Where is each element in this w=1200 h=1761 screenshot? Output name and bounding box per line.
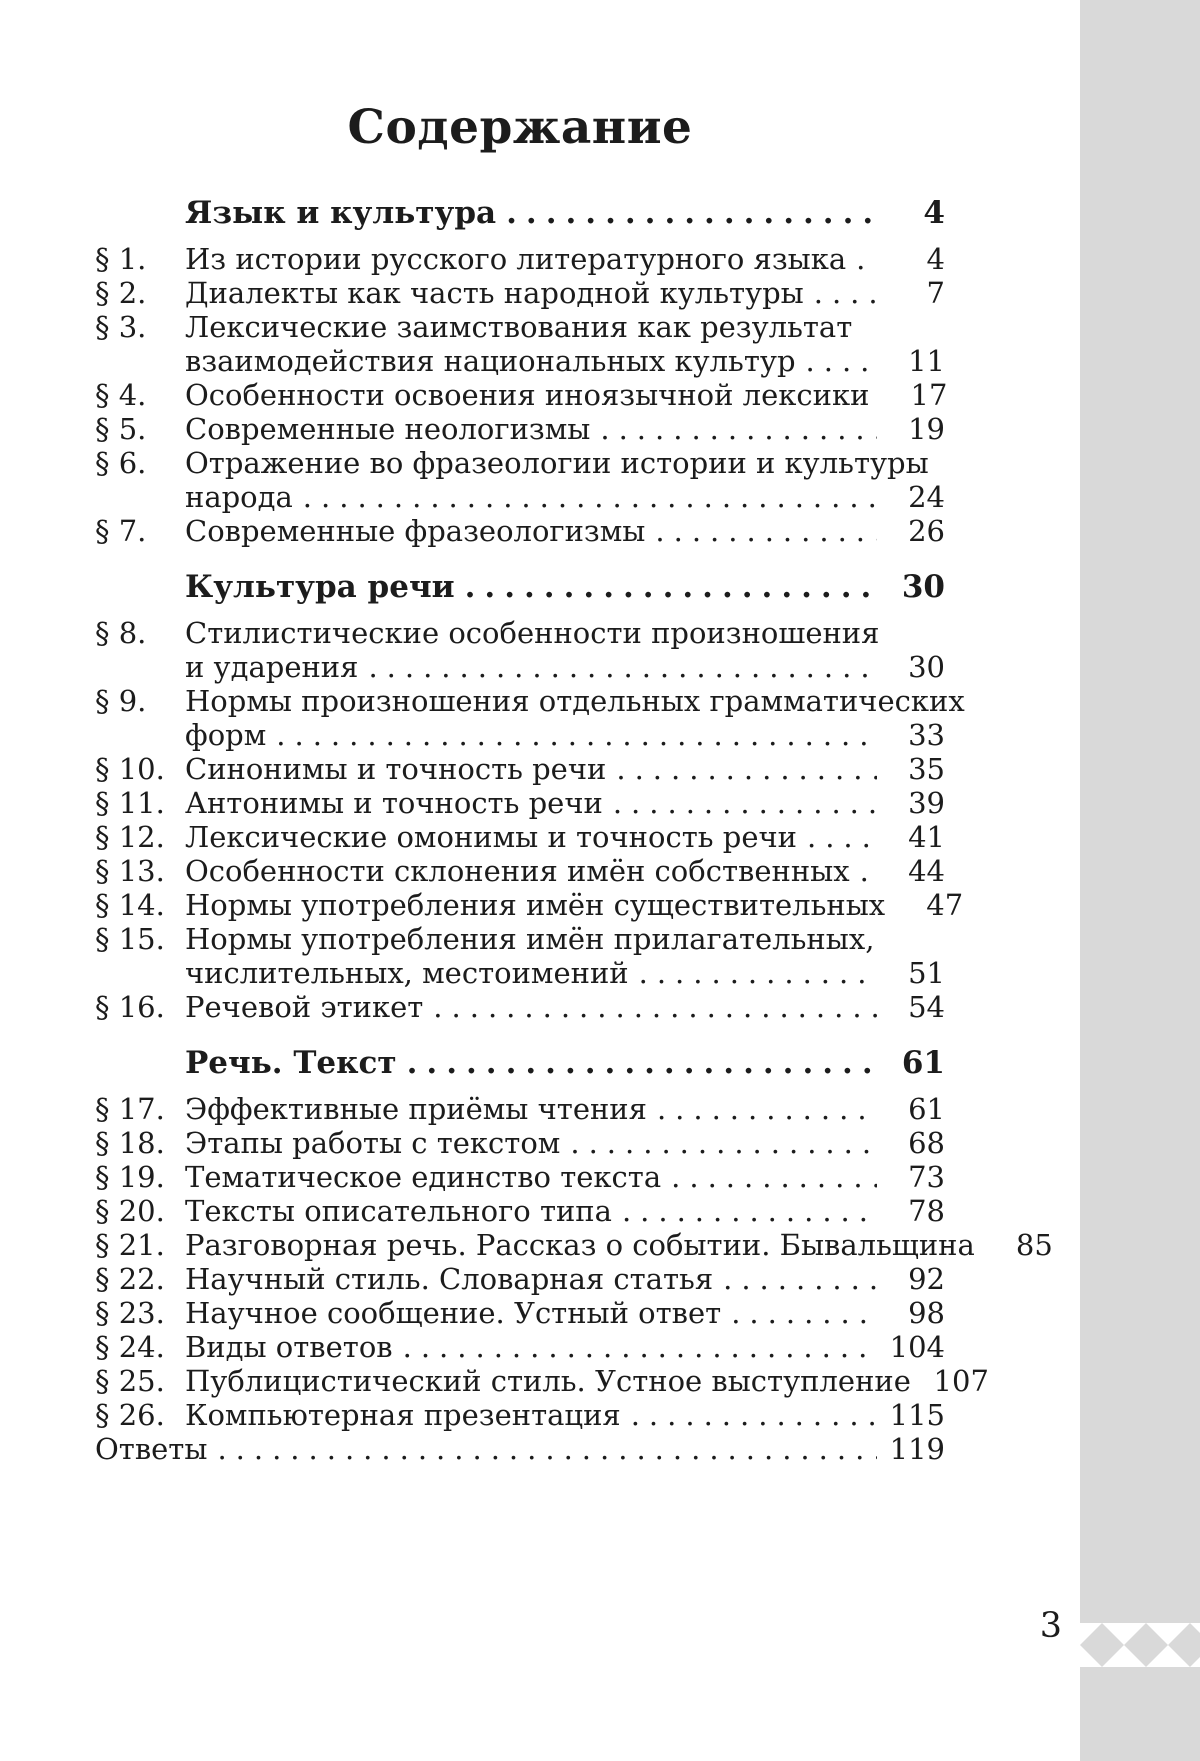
toc-entry-title: Синонимы и точность речи (185, 752, 607, 786)
toc-entry-title: Виды ответов (185, 1330, 393, 1364)
toc-entry-number: § 3. (95, 310, 147, 344)
toc-entry-page: 115 (889, 1398, 945, 1432)
toc-entry-row (95, 854, 945, 888)
toc-entry-number: § 21. (95, 1228, 165, 1262)
toc-entry-number: § 7. (95, 514, 147, 548)
toc-entry-page: 68 (908, 1126, 945, 1160)
toc-entry-page: 11 (908, 344, 945, 378)
toc-entry-number: § 16. (95, 990, 165, 1024)
toc-entry-page: 35 (908, 752, 945, 786)
toc-entry-number: § 12. (95, 820, 165, 854)
toc-entry-page: 4 (923, 195, 945, 231)
dot-leader (629, 956, 877, 990)
toc-entry-number: § 24. (95, 1330, 165, 1364)
toc-entry-title: Речь. Текст (185, 1045, 397, 1081)
toc-entry-page: 92 (908, 1262, 945, 1296)
toc-entry-page: 26 (908, 514, 945, 548)
toc-entry-number: § 23. (95, 1296, 165, 1330)
toc-section-row (95, 1046, 945, 1080)
toc-entry-title: Антонимы и точность речи (185, 786, 603, 820)
toc-entry-title: Нормы употребления имён существительных (185, 888, 886, 922)
toc-entry-page: 4 (926, 242, 945, 276)
toc-entry-number: § 15. (95, 922, 165, 956)
toc-entry-title: форм (185, 718, 267, 752)
toc-entry-page: 85 (1015, 1228, 1053, 1262)
dot-leader (869, 378, 879, 412)
toc-entry-title: Диалекты как часть народной культуры (185, 276, 804, 310)
toc-entry-row (95, 820, 945, 854)
dot-leader (846, 242, 877, 276)
toc-entry-row (95, 1330, 945, 1364)
dot-leader (612, 1194, 877, 1228)
toc-entry-page: 19 (908, 412, 945, 446)
page-number: 3 (1039, 1606, 1062, 1646)
toc-entry-title: Разговорная речь. Рассказ о событии. Бывальщина (185, 1228, 975, 1262)
toc-entry-row (95, 1364, 989, 1398)
dot-leader (975, 1228, 985, 1262)
toc-entry-row (95, 276, 945, 310)
toc-entry-title: народа (185, 480, 293, 514)
toc-entry-row (95, 344, 945, 378)
toc-entry-page: 73 (908, 1160, 945, 1194)
toc-entry-number: § 13. (95, 854, 165, 888)
toc-entry-number: § 9. (95, 684, 147, 718)
toc-entry-title: Нормы употребления имён прилагательных, (185, 922, 875, 956)
toc-entry-page: 61 (908, 1092, 945, 1126)
toc-entry-number: § 8. (95, 616, 147, 650)
toc-entry-title: Тексты описательного типа (185, 1194, 612, 1228)
toc-entry-number: § 11. (95, 786, 165, 820)
toc-entry-title: Отражение во фразеологии истории и культуры (185, 446, 929, 480)
dot-leader (207, 1432, 877, 1466)
toc-entry-number: § 6. (95, 446, 147, 480)
toc-entry-page: 107 (933, 1364, 989, 1398)
toc-entry-title: Современные неологизмы (185, 412, 591, 446)
toc-entry-title: Компьютерная презентация (185, 1398, 621, 1432)
toc-entry-row (95, 922, 945, 956)
toc-entry-row (95, 956, 945, 990)
toc-entry-title: взаимодействия национальных культур (185, 344, 796, 378)
toc-entry-row (95, 1398, 945, 1432)
toc-entry-title: Тематическое единство текста (185, 1160, 662, 1194)
toc-entry-title: Лексические заимствования как результат (185, 310, 853, 344)
toc-entry-row (95, 412, 945, 446)
toc-entry-title: Лексические омонимы и точность речи (185, 820, 797, 854)
toc-entry-title: Этапы работы с текстом (185, 1126, 561, 1160)
dot-leader (590, 412, 877, 446)
toc-entry-page: 30 (901, 569, 945, 605)
toc-entry-number: § 10. (95, 752, 165, 786)
toc-entry-page: 30 (908, 650, 945, 684)
toc-entry-number: § 1. (95, 242, 147, 276)
toc-entry-title: Эффективные приёмы чтения (185, 1092, 647, 1126)
dot-leader (603, 786, 877, 820)
diamond-pattern-svg (1080, 1623, 1200, 1667)
toc-entry-row (95, 1228, 1053, 1262)
dot-leader (621, 1398, 877, 1432)
diamond-pattern (1080, 1623, 1200, 1667)
toc-entry-page: 78 (908, 1194, 945, 1228)
dot-leader (796, 344, 877, 378)
toc-entry-row (95, 786, 945, 820)
toc-entry-title: Язык и культура (185, 195, 497, 231)
toc-entry-row (95, 1296, 945, 1330)
toc-entry-number: § 20. (95, 1194, 165, 1228)
toc-entry-page: 47 (926, 888, 964, 922)
toc-entry-number: § 14. (95, 888, 165, 922)
dot-leader (560, 1126, 877, 1160)
toc-entry-title: Научный стиль. Словарная статья (185, 1262, 714, 1296)
toc-entry-row (95, 446, 945, 480)
table-of-contents (95, 100, 1053, 1466)
dot-leader (713, 1262, 877, 1296)
toc-entry-row (95, 752, 945, 786)
dot-leader (293, 480, 877, 514)
toc-entry-row (95, 1126, 945, 1160)
dot-leader (885, 888, 895, 922)
toc-entry-title: Нормы произношения отдельных грамматических (185, 684, 965, 718)
toc-entry-page: 41 (908, 820, 945, 854)
toc-entry-page: 17 (910, 378, 948, 412)
toc-entry-page: 104 (889, 1330, 945, 1364)
toc-entry-title: Стилистические особенности произношения (185, 616, 880, 650)
toc-entry-title: Публицистический стиль. Устное выступление (185, 1364, 911, 1398)
toc-entry-title: Из истории русского литературного языка (185, 242, 847, 276)
toc-entry-number: § 4. (95, 378, 147, 412)
toc-entry-page: 51 (908, 956, 945, 990)
toc-entry-number: § 5. (95, 412, 147, 446)
toc-entry-row (95, 1160, 945, 1194)
dot-leader (423, 990, 877, 1024)
toc-entry-page: 54 (908, 990, 945, 1024)
toc-entry-title: числительных, местоимений (185, 956, 629, 990)
toc-entry-title: Научное сообщение. Устный ответ (185, 1296, 722, 1330)
toc-entry-row (95, 888, 964, 922)
dot-leader (911, 1364, 921, 1398)
dot-leader (266, 718, 877, 752)
toc-entry-page: 61 (901, 1045, 945, 1081)
toc-entry-row (95, 310, 945, 344)
toc-entry-title: Речевой этикет (185, 990, 424, 1024)
page-edge-band (1080, 0, 1200, 1761)
toc-entry-row (95, 1262, 945, 1296)
dot-leader (358, 650, 877, 684)
dot-leader (804, 276, 877, 310)
toc-entry-row (95, 378, 948, 412)
toc-entry-title: Особенности освоения иноязычной лексики (185, 378, 870, 412)
toc-entry-title: Ответы (95, 1432, 208, 1466)
toc-entry-number: § 18. (95, 1126, 165, 1160)
toc-entry-row (95, 514, 945, 548)
toc-entry-number: § 2. (95, 276, 147, 310)
toc-entry-number: § 19. (95, 1160, 165, 1194)
toc-entry-page: 33 (908, 718, 945, 752)
toc-entry-row (95, 718, 945, 752)
toc-entry-row (95, 650, 945, 684)
toc-entry-row (95, 1092, 945, 1126)
toc-entry-title: Культура речи (185, 569, 455, 605)
toc-entry-number: § 25. (95, 1364, 165, 1398)
toc-entry-row (95, 684, 965, 718)
toc-entry-title: Современные фразеологизмы (185, 514, 646, 548)
dot-leader (393, 1330, 877, 1364)
dot-leader (647, 1092, 877, 1126)
toc-entry-number: § 26. (95, 1398, 165, 1432)
toc-entry-row (95, 990, 945, 1024)
toc-entry-row (95, 242, 945, 276)
dot-leader (661, 1160, 877, 1194)
toc-section-row (95, 570, 945, 604)
toc-entry-title: и ударения (185, 650, 359, 684)
toc-entry-page: 24 (908, 480, 945, 514)
toc-entry-page: 98 (908, 1296, 945, 1330)
dot-leader (606, 752, 877, 786)
dot-leader (496, 196, 877, 230)
toc-entry-title: Особенности склонения имён собственных (185, 854, 850, 888)
dot-leader (455, 570, 877, 604)
toc-rows (95, 195, 1053, 1466)
toc-entry-page: 39 (908, 786, 945, 820)
page-title: Содержание (347, 100, 693, 155)
dot-leader (797, 820, 877, 854)
toc-entry-row (95, 1194, 945, 1228)
toc-entry-page: 119 (889, 1432, 945, 1466)
toc-entry-row (95, 480, 945, 514)
toc-entry-number: § 17. (95, 1092, 165, 1126)
dot-leader (850, 854, 877, 888)
dot-leader (397, 1046, 877, 1080)
dot-leader (645, 514, 877, 548)
toc-entry-page: 7 (926, 276, 945, 310)
toc-section-row (95, 196, 945, 230)
toc-entry-number: § 22. (95, 1262, 165, 1296)
toc-entry-row (95, 1432, 945, 1466)
toc-entry-page: 44 (908, 854, 945, 888)
dot-leader (721, 1296, 877, 1330)
toc-entry-row (95, 616, 945, 650)
